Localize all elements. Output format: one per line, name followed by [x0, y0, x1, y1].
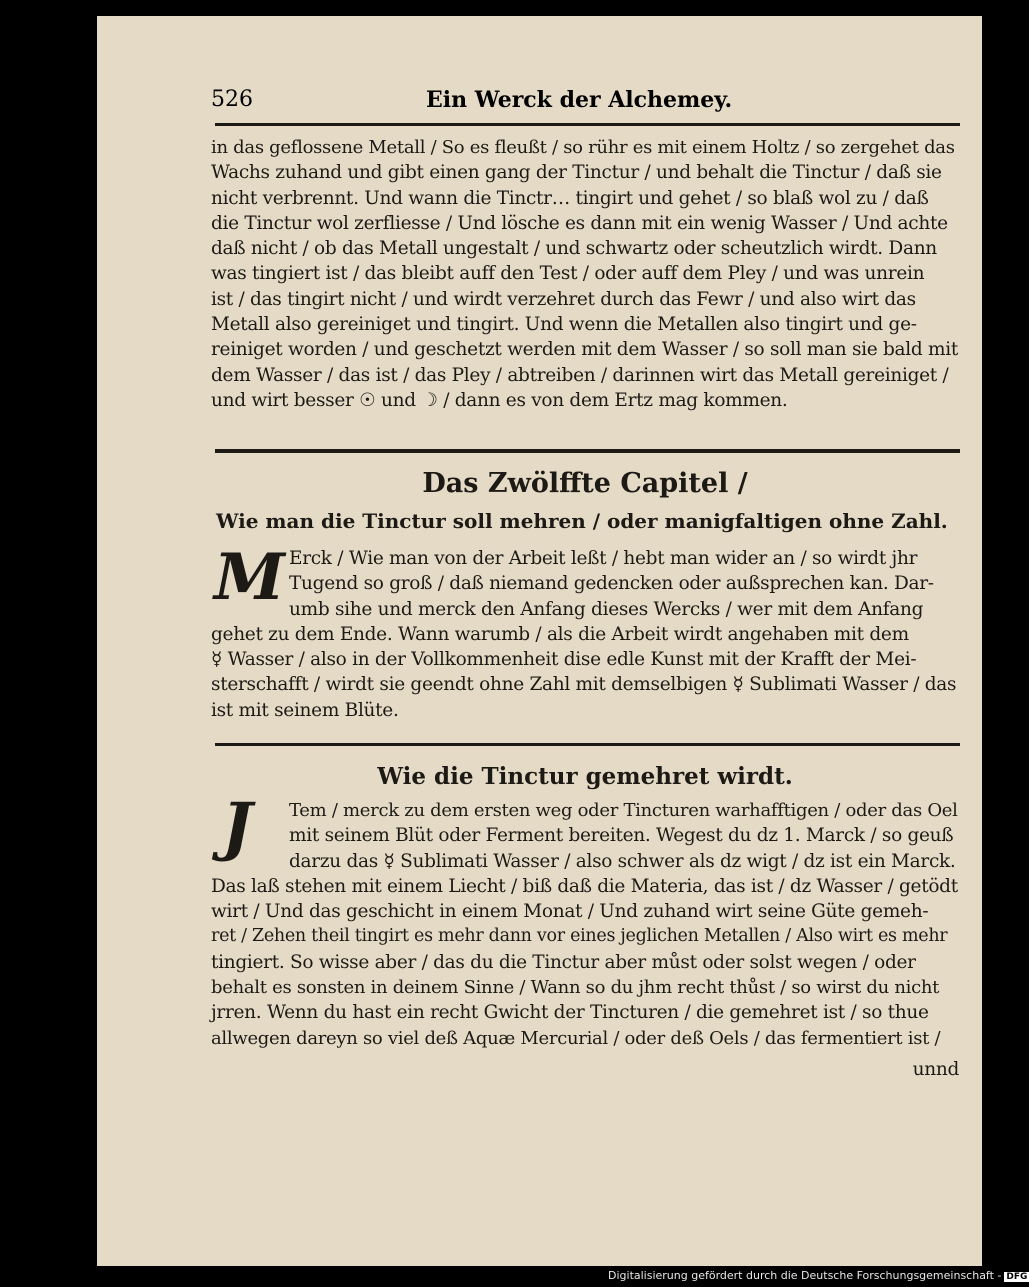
section-dropcap: J — [222, 789, 253, 864]
chapter-title: Das Zwölffte Capitel / — [422, 468, 748, 499]
text-line: behalt es sonsten in deinem Sinne / Wann so du jhm recht thůst / so wirst du nicht — [211, 977, 940, 999]
text-line: in das geflossene Metall / So es fleußt / so rühr es mit einem Holtz / so zergehet das — [211, 137, 955, 158]
catchword: unnd — [912, 1059, 959, 1080]
text-line: mit seinem Blüt oder Ferment bereiten. Wegest du dz 1. Marck / so geuß — [289, 825, 954, 847]
header-rule — [215, 123, 960, 126]
body-top-paragraph — [211, 135, 959, 413]
text-line: wirt / Und das geschicht in einem Monat / Und zuhand wirt seine Güte gemeh- — [211, 901, 929, 923]
chapter-dropcap: M — [214, 540, 285, 615]
section-title: Wie die Tinctur gemehret wirdt. — [377, 763, 793, 790]
text-line: die Tinctur wol zerfliesse / Und lösche es dann mit ein wenig Wasser / Und achte — [211, 212, 948, 234]
text-line: tingiert. So wisse aber / das du die Tinctur aber můst oder solst wegen / oder — [211, 951, 916, 973]
chapter-rule — [215, 449, 960, 453]
text-line: Tem / merck zu dem ersten weg oder Tincturen warhafftigen / oder das Oel — [289, 800, 958, 821]
text-line: umb sihe und merck den Anfang dieses Wercks / wer mit dem Anfang — [289, 598, 924, 620]
text-line: ist mit seinem Blüte. — [211, 699, 399, 721]
footer-text: Digitalisierung gefördert durch die Deutsche Forschungsgemeinschaft - — [608, 1269, 1002, 1282]
text-line: reiniget worden / und geschetzt werden mit dem Wasser / so soll man sie bald mit — [211, 339, 959, 361]
text-line: Metall also gereiniget und tingirt. Und wenn die Metallen also tingirt und ge- — [211, 314, 917, 336]
footer-credit — [608, 1269, 1029, 1282]
text-line: daß nicht / ob das Metall ungestalt / und schwartz oder scheutzlich wirdt. Dann — [211, 238, 937, 260]
section-rule — [215, 743, 960, 746]
text-line: dem Wasser / das ist / das Pley / abtreiben / darinnen wirt das Metall gereiniget / — [211, 364, 949, 386]
text-line: ret / Zehen theil tingirt es mehr dann vor eines jeglichen Metallen / Also wirt es mehr — [211, 926, 948, 947]
text-line: Wachs zuhand und gibt einen gang der Tinctur / und behalt die Tinctur / daß sie — [211, 162, 942, 184]
dfg-logo: DFG — [1006, 1272, 1028, 1282]
page-header — [211, 85, 959, 119]
text-line: Das laß stehen mit einem Liecht / biß daß die Materia, das ist / dz Wasser / getödt — [211, 875, 958, 897]
page-number: 526 — [211, 87, 253, 112]
text-line: und wirt besser ☉ und ☽ / dann es von dem Ertz mag kommen. — [211, 389, 788, 411]
text-line: jrren. Wenn du hast ein recht Gwicht der Tincturen / die gemehret ist / so thue — [211, 1002, 929, 1024]
text-line: ist / das tingirt nicht / und wirdt verzehret durch das Fewr / und also wirt das — [211, 288, 916, 310]
text-line: sterschafft / wirdt sie geendt ohne Zahl mit demselbigen ☿ Sublimati Wasser / das — [211, 674, 957, 696]
text-line: darzu das ☿ Sublimati Wasser / also schwer als dz wigt / dz ist ein Marck. — [289, 850, 956, 872]
text-line: gehet zu dem Ende. Wann warumb / als die Arbeit wirdt angehaben mit dem — [211, 623, 909, 645]
text-line: ☿ Wasser / also in der Vollkommenheit dise edle Kunst mit der Krafft der Mei- — [211, 649, 917, 671]
text-line: was tingiert ist / das bleibt auff den Test / oder auff dem Pley / und was unrein — [211, 263, 925, 285]
running-title: Ein Werck der Alchemey. — [426, 87, 733, 113]
text-line: Erck / Wie man von der Arbeit leßt / hebt man wider an / so wirdt jhr — [289, 548, 918, 569]
chapter-subtitle: Wie man die Tinctur soll mehren / oder manigfaltigen ohne Zahl. — [216, 509, 948, 533]
text-line: nicht verbrennt. Und wann die Tinctr… tingirt und gehet / so blaß wol zu / daß — [211, 187, 929, 209]
chapter-paragraph — [211, 540, 959, 723]
text-line: allwegen dareyn so viel deß Aquæ Mercurial / oder deß Oels / das fermentiert ist / — [211, 1027, 941, 1049]
section-paragraph — [211, 798, 959, 1051]
text-line: Tugend so groß / daß niemand gedencken oder außsprechen kan. Dar- — [289, 573, 934, 595]
